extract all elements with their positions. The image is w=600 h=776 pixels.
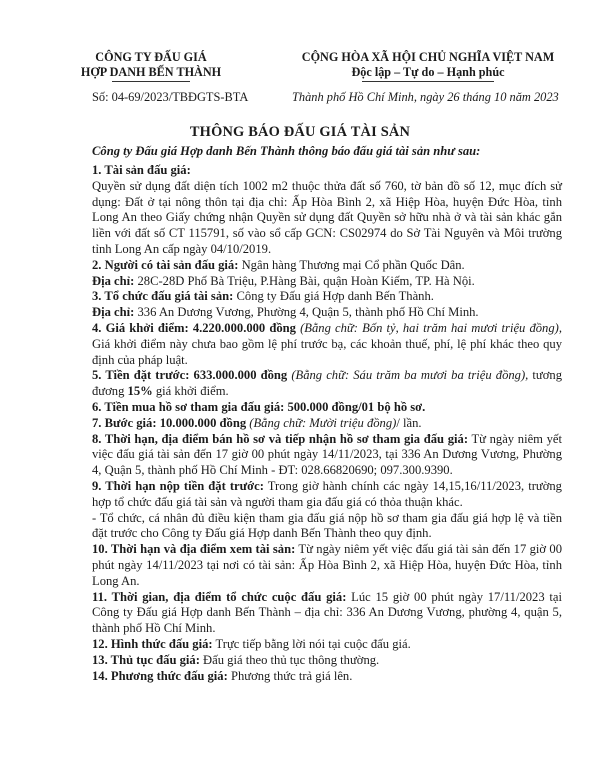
section-1-text: Quyền sử dụng đất diện tích 1002 m2 thuộc thửa đất số 760, tờ bản đồ số 12, mục đích sử dụng: Đất ở tại nông thôn tại địa chỉ: Ấp Hòa Bình 2, xã Hiệp Hòa, huyện Đức Hòa, tỉnh Long An theo Giấy chứng nhận Quyền sử dụng đất Quyền sở hữu nhà ở và tài sản khác gắn liền với đất số CT 115791, số vào sổ cấp GCN: CS02974 do Sở Tài Nguyên và Môi trường tỉnh Long An cấp ngày 04/10/2019. (92, 178, 562, 256)
page-title: THÔNG BÁO ĐẤU GIÁ TÀI SẢN (189, 124, 411, 140)
company-name-line2: HỢP DANH BẾN THÀNH (80, 65, 222, 79)
section-2: 2. Người có tài sản đấu giá: Ngân hàng Thương mại Cổ phần Quốc Dân. (92, 257, 465, 272)
section-10: 10. Thời hạn và địa điểm xem tài sản: Từ ngày niêm yết việc đấu giá tài sản đến 17 giờ 00 phút ngày 14/11/2023 tại nơi có tài sản: Ấp Hòa Bình 2, xã Hiệp Hòa, huyện Đức Hòa, tỉnh Long An. (92, 542, 563, 588)
section-14: 14. Phương thức đấu giá: Phương thức trả giá lên. (92, 668, 353, 683)
motto-underline (362, 81, 494, 82)
section-1-heading: 1. Tài sản đấu giá: (92, 163, 191, 177)
document-number: Số: 04-69/2023/TBĐGTS-BTA (92, 90, 249, 104)
country-name: CỘNG HÒA XÃ HỘI CHỦ NGHĨA VIỆT NAM (301, 50, 555, 64)
section-4: 4. Giá khởi điểm: 4.220.000.000 đồng (Bằng chữ: Bốn tỷ, hai trăm hai mươi triệu đồng), Giá khởi điểm này chưa bao gồm lệ phí trước bạ, các khoản thuế, phí, lệ phí khác theo quy định của pháp luật. (92, 320, 562, 367)
company-header (66, 50, 236, 80)
document-date: Thành phố Hồ Chí Minh, ngày 26 tháng 10 năm 2023 (292, 90, 559, 104)
section-3: 3. Tổ chức đấu giá tài sản: Công ty Đấu giá Hợp danh Bến Thành. (92, 289, 434, 304)
company-underline (112, 81, 190, 82)
section-7: 7. Bước giá: 10.000.000 đồng (Bằng chữ: Mười triệu đồng)/ lần. (92, 415, 422, 430)
section-3-address: Địa chỉ: 336 An Dương Vương, Phường 4, Quận 5, thành phố Hồ Chí Minh. (92, 305, 479, 320)
company-name-line1: CÔNG TY ĐẤU GIÁ (95, 50, 207, 64)
section-9: 9. Thời hạn nộp tiền đặt trước: Trong giờ hành chính các ngày 14,15,16/11/2023, trường hợp tổ chức đấu giá tài sản và người tham gia đấu giá có thỏa thuận khác. (92, 478, 562, 509)
section-13: 13. Thủ tục đấu giá: Đấu giá theo thủ tục thông thường. (92, 652, 380, 667)
section-6: 6. Tiền mua hồ sơ tham gia đấu giá: 500.000 đồng/01 bộ hồ sơ. (92, 399, 426, 414)
section-8: 8. Thời hạn, địa điểm bán hồ sơ và tiếp nhận hồ sơ tham gia đấu giá: Từ ngày niêm yết việc đấu giá tài sản đến 17 giờ 00 phút ngày 14/11/2023, tại 336 An Dương Vương, Phường 4, Quận 5, thành phố Hồ Chí Minh - ĐT: 028.66820690; 097.300.9390. (92, 431, 562, 478)
section-9-note: - Tổ chức, cá nhân đủ điều kiện tham gia đấu giá nộp hồ sơ tham gia đấu giá hợp lệ và tiền đặt trước cho Công ty Đấu giá Hợp danh Bến Thành theo quy định. (92, 510, 562, 541)
intro-line: Công ty Đấu giá Hợp danh Bến Thành thông báo đấu giá tài sản như sau: (92, 144, 481, 158)
section-5: 5. Tiền đặt trước: 633.000.000 đồng (Bằng chữ: Sáu trăm ba mươi ba triệu đồng), tương đương 15% giá khởi điểm. (92, 368, 562, 399)
national-motto: Độc lập – Tự do – Hạnh phúc (351, 65, 505, 79)
national-header (268, 50, 588, 80)
section-11: 11. Thời gian, địa điểm tổ chức cuộc đấu giá: Lúc 15 giờ 00 phút ngày 17/11/2023 tại Công ty Đấu giá Hợp danh Bến Thành – địa chỉ: 336 An Dương Vương, phường 4, quận 5, thành phố Hồ Chí Minh. (92, 589, 562, 636)
notice-body (92, 163, 562, 684)
section-2-address: Địa chỉ: 28C-28D Phố Bà Triệu, P.Hàng Bài, quận Hoàn Kiếm, TP. Hà Nội. (92, 273, 475, 288)
section-12: 12. Hình thức đấu giá: Trực tiếp bằng lời nói tại cuộc đấu giá. (92, 636, 411, 651)
